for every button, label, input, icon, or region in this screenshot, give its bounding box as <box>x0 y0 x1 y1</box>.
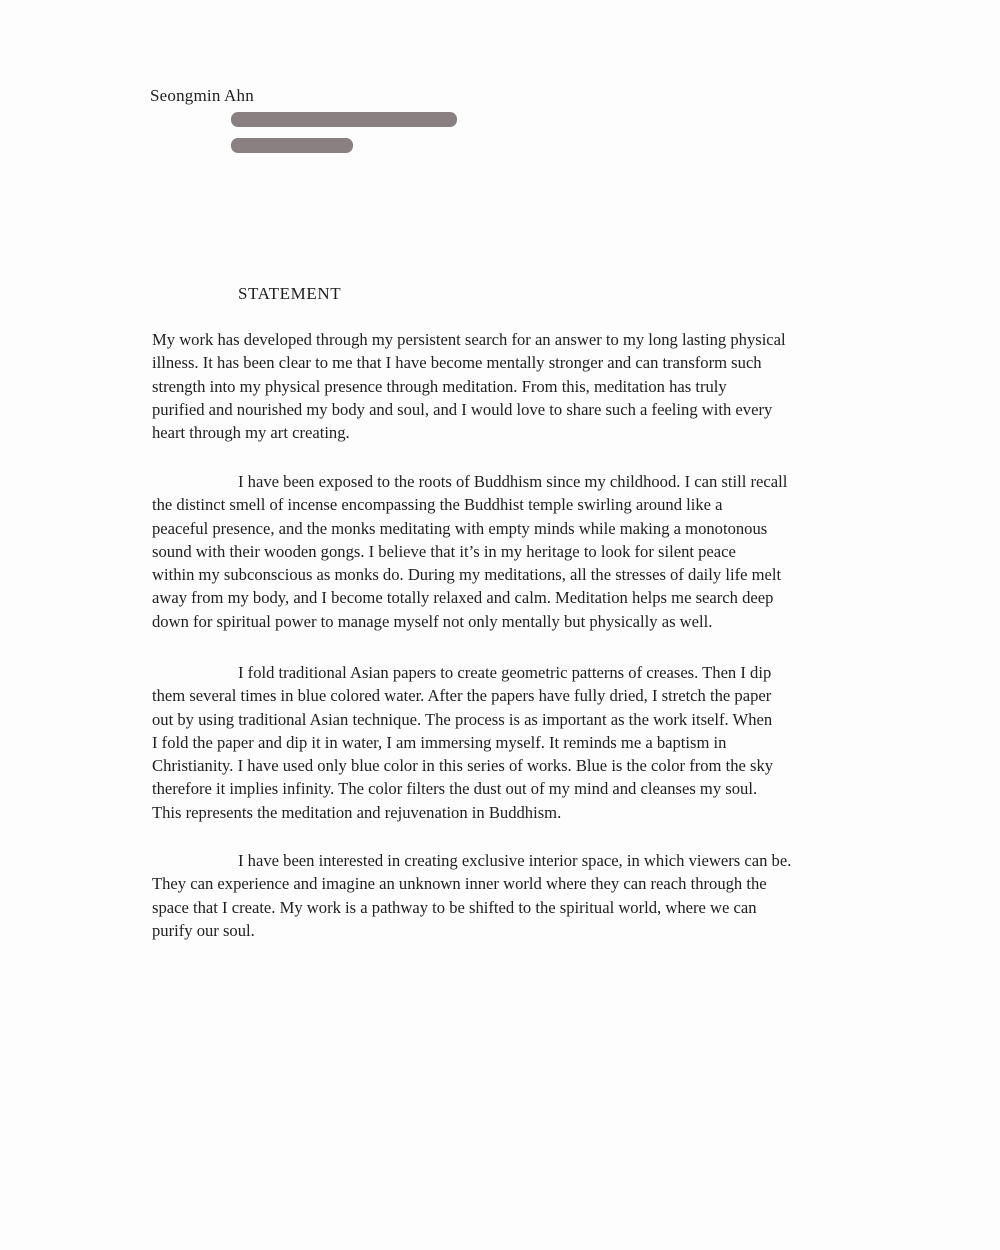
paragraph-line: This represents the meditation and rejuvenation in Buddhism. <box>152 802 562 822</box>
paragraph-line: Christianity. I have used only blue color in this series of works. Blue is the color from the sky <box>152 756 774 776</box>
paragraph-line: illness. It has been clear to me that I have become mentally stronger and can transform such <box>152 353 762 373</box>
paragraph-line: My work has developed through my persistent search for an answer to my long lasting physical <box>152 330 786 349</box>
paragraph-3 <box>152 661 884 824</box>
author-name: Seongmin Ahn <box>150 86 254 105</box>
paragraph-line: out by using traditional Asian technique. The process is as important as the work itself. When <box>152 709 773 729</box>
paragraph-line: I have been interested in creating exclusive interior space, in which viewers can be. <box>238 851 792 870</box>
paragraph-line: the distinct smell of incense encompassing the Buddhist temple swirling around like a <box>152 495 723 515</box>
paragraph-line: They can experience and imagine an unknown inner world where they can reach through the <box>152 874 767 894</box>
redacted-address-line-1 <box>231 112 457 127</box>
paragraph-line: I fold traditional Asian papers to create geometric patterns of creases. Then I dip <box>238 663 772 682</box>
paragraph-line: sound with their wooden gongs. I believe that it’s in my heritage to look for silent peace <box>152 541 736 561</box>
statement-heading: STATEMENT <box>238 284 342 303</box>
paragraph-line: I fold the paper and dip it in water, I am immersing myself. It reminds me a baptism in <box>152 732 727 752</box>
paragraph-line: therefore it implies infinity. The color filters the dust out of my mind and cleanses my soul. <box>152 779 758 799</box>
paragraph-line: strength into my physical presence through meditation. From this, meditation has truly <box>152 376 727 396</box>
paragraph-line: heart through my art creating. <box>152 423 350 443</box>
paragraph-line: them several times in blue colored water. After the papers have fully dried, I stretch the paper <box>152 686 772 706</box>
paragraph-line: I have been exposed to the roots of Buddhism since my childhood. I can still recall <box>238 472 788 491</box>
redacted-address-line-2 <box>231 138 353 153</box>
paragraph-line: purify our soul. <box>152 920 255 940</box>
paragraph-1 <box>152 328 884 444</box>
paragraph-line: within my subconscious as monks do. During my meditations, all the stresses of daily life melt <box>152 565 782 585</box>
paragraph-line: space that I create. My work is a pathway to be shifted to the spiritual world, where we can <box>152 897 757 917</box>
paragraph-line: purified and nourished my body and soul, and I would love to share such a feeling with every <box>152 399 773 419</box>
paragraph-line: peaceful presence, and the monks meditating with empty minds while making a monotonous <box>152 518 768 538</box>
paragraph-2 <box>152 470 884 633</box>
paragraph-line: away from my body, and I become totally relaxed and calm. Meditation helps me search deep <box>152 588 774 608</box>
paragraph-4 <box>152 849 884 942</box>
paragraph-line: down for spiritual power to manage myself not only mentally but physically as well. <box>152 611 713 631</box>
